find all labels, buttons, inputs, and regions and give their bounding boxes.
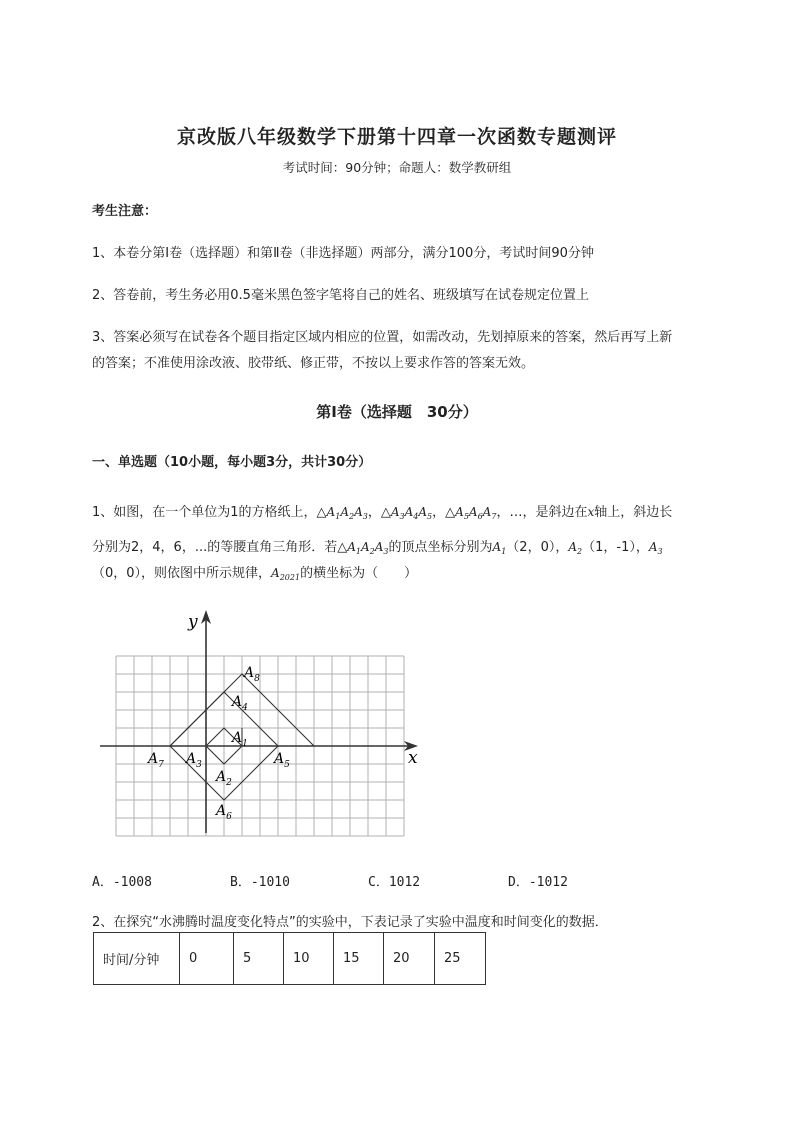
note-item-1: 1、本卷分第I卷（选择题）和第Ⅱ卷（非选择题）两部分，满分100分，考试时间90分钟 [92,246,594,261]
option-d[interactable]: D．-1012 [508,875,568,890]
point-label-a6: $A_6$ [216,803,232,822]
table-header-cell: 时间/分钟 [94,933,180,985]
x-axis-label: x [408,748,418,768]
question-1-line-3: （0，0），则依图中所示规律，$A_{2021}$的横坐标为（ ） [92,566,418,582]
point-label-a2: $A_2$ [216,769,232,788]
table-cell: 5 [234,933,284,985]
note-item-3-line-2: 的答案；不准使用涂改液、胶带纸、修正带，不按以上要求作答的答案无效。 [92,356,535,371]
page-title: 京改版八年级数学下册第十四章一次函数专题测评 [176,126,617,148]
y-axis-label: y [188,612,198,632]
section-title: 第I卷（选择题 30分） [316,403,478,421]
table-cell: 20 [384,933,435,985]
exam-info: 考试时间：90分钟；命题人：数学教研组 [282,160,512,175]
point-label-a3: $A_3$ [186,751,202,770]
question-2-text: 2、在探究“水沸腾时温度变化特点”的实验中，下表记录了实验中温度和时间变化的数据． [92,915,608,930]
table-cell: 0 [180,933,234,985]
table-cell: 10 [284,933,334,985]
notes-heading: 考生注意： [92,204,158,219]
note-item-2: 2、答卷前，考生务必用0.5毫米黑色签字笔将自己的姓名、班级填写在试卷规定位置上 [92,288,589,303]
data-table [93,932,486,985]
point-label-a8: $A_8$ [244,665,260,684]
part-heading: 一、单选题（10小题，每小题3分，共计30分） [92,455,372,470]
table-row [94,933,486,985]
option-a[interactable]: A．-1008 [92,875,152,890]
point-label-a4: $A_4$ [232,694,248,713]
point-label-a1: $A_1$ [232,730,248,749]
option-b[interactable]: B．-1010 [230,875,290,890]
coordinate-figure [100,605,430,840]
question-1-line-1: 1、如图，在一个单位为1的方格纸上，$\triangle A_1A_2A_3$，$\triangle A_3A_4A_5$，$\triangle A_5A_6A_7$，…，是斜边在x轴上，斜边长 [92,505,673,521]
table-cell: 15 [334,933,384,985]
point-label-a7: $A_7$ [148,751,164,770]
question-1-line-2: 分别为2，4，6，...的等腰直角三角形．若$\triangle A_1A_2A_3$的顶点坐标分别为$A_1(2$，0），$A_2(1$，-1），$A_3$ [92,540,663,556]
option-c[interactable]: C．1012 [368,875,421,890]
note-item-3-line-1: 3、答案必须写在试卷各个题目指定区域内相应的位置，如需改动，先划掉原来的答案，然后再写上新 [92,330,673,345]
point-label-a5: $A_5$ [274,751,290,770]
table-cell: 25 [435,933,486,985]
